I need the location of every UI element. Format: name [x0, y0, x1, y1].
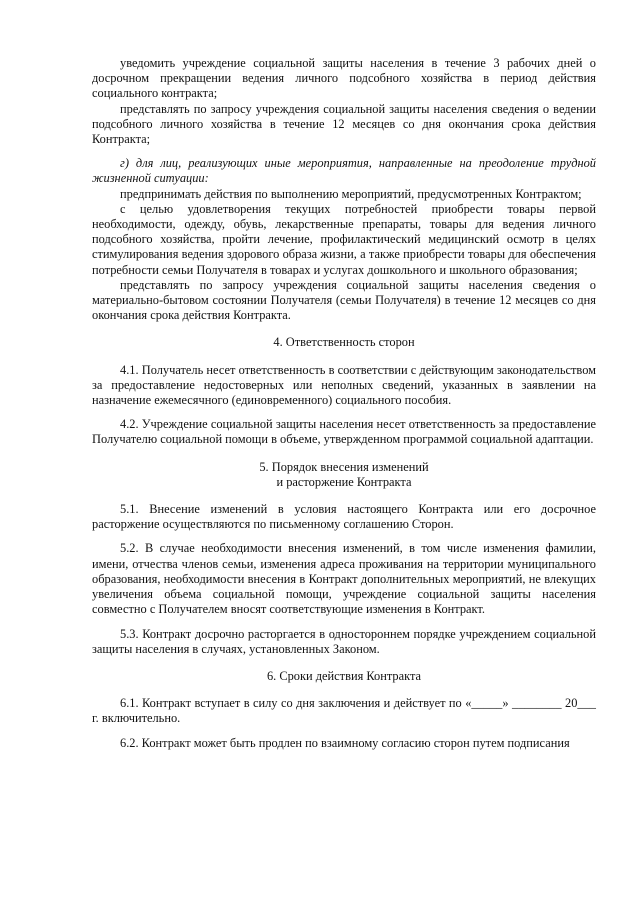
- paragraph: уведомить учреждение социальной защиты населения в течение 3 рабочих дней о досрочном прекращении ведения личного подсобного хозяйства в период действия социального контракта;: [92, 56, 596, 101]
- paragraph: 4.2. Учреждение социальной защиты населения несет ответственность за предоставление Получателю социальной помощи в объеме, утвержденном программой социальной адаптации.: [92, 417, 596, 447]
- paragraph: представлять по запросу учреждения социальной защиты населения сведения о ведении подсобного личного хозяйства в течение 12 месяцев со дня окончания срока действия Контракта;: [92, 101, 596, 147]
- document-page: [92, 56, 596, 751]
- paragraph: предпринимать действия по выполнению мероприятий, предусмотренных Контрактом;: [120, 186, 582, 201]
- paragraph: 4.1. Получатель несет ответственность в соответствии с действующим законодательством за предоставление недостоверных или неполных сведений, указанных в заявлении на назначение ежемесячного (единовременного) социального пособия.: [92, 362, 596, 408]
- paragraph: 5.1. Внесение изменений в условия настоящего Контракта или его досрочное расторжение осуществляются по письменному соглашению Сторон.: [92, 502, 596, 532]
- paragraph: 6.2. Контракт может быть продлен по взаимному согласию сторон путем подписания: [120, 735, 570, 750]
- section-heading-4: 4. Ответственность сторон: [273, 335, 415, 350]
- paragraph-subheading: г) для лиц, реализующих иные мероприятия, направленные на преодоление трудной жизненной ситуации:: [92, 156, 596, 186]
- section-heading-5-line1: 5. Порядок внесения изменений: [259, 459, 429, 474]
- paragraph: с целью удовлетворения текущих потребностей приобрести товары первой необходимости, одежду, обувь, лекарственные препараты, товары для ведения личного подсобного хозяйства, пройти лечение, профилактический медицинский осмотр в целях стимулирования ведения здорового образа жизни, а также приобрести товары для обеспечения потребности семьи Получателя в товарах и услугах дошкольного и школьного образования;: [92, 201, 596, 277]
- paragraph: представлять по запросу учреждения социальной защиты населения сведения о материально-бытовом состоянии Получателя (семьи Получателя) в течение 12 месяцев со дня окончания срока действия Контракта.: [92, 277, 596, 323]
- paragraph: 5.3. Контракт досрочно расторгается в одностороннем порядке учреждением социальной защиты населения в случаях, установленных Законом.: [92, 626, 596, 656]
- section-heading-5-line2: и расторжение Контракта: [276, 474, 412, 489]
- paragraph: 6.1. Контракт вступает в силу со дня заключения и действует по «_____» ________ 20___ г. включительно.: [92, 696, 596, 726]
- section-heading-6: 6. Сроки действия Контракта: [266, 668, 422, 683]
- paragraph: 5.2. В случае необходимости внесения изменений, в том числе изменения фамилии, имени, отчества членов семьи, изменения адреса проживания на территории муниципального образования, необходимости внесения в Контракт дополнительных мероприятий, не влекущих увеличения объема социальной помощи, учреждение социальной защиты населения совместно с Получателем вносят соответствующие изменения в Контракт.: [92, 541, 596, 617]
